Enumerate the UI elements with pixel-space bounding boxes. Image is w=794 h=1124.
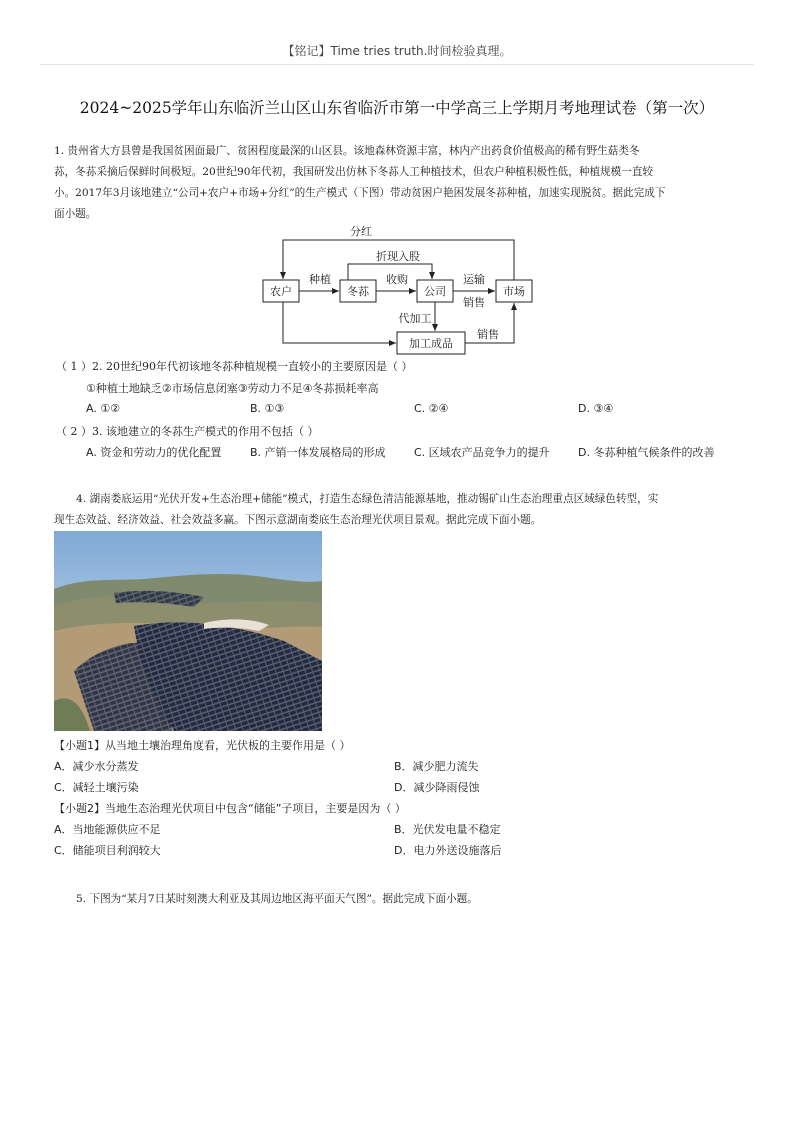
sub-question-1-option-a[interactable]: A．减少水分蒸发 xyxy=(54,760,139,773)
sub-question-2-option-a[interactable]: A．当地能源供应不足 xyxy=(54,823,161,836)
question-1-text xyxy=(54,141,742,225)
question-5-stem: 5. 下图为“某月7日某时刻澳大利亚及其周边地区海平面天气图”。据此完成下面小题。 xyxy=(76,893,478,905)
label-buy: 收购 xyxy=(386,273,408,286)
label-plant: 种植 xyxy=(309,273,331,286)
sub-question-1-option-c[interactable]: C．减轻土壤污染 xyxy=(54,781,139,794)
label-process: 代加工 xyxy=(398,312,432,325)
node-dongsun: 冬荪 xyxy=(347,285,369,298)
node-company: 公司 xyxy=(424,285,446,298)
sub-question-2-option-d[interactable]: D．电力外送设施落后 xyxy=(394,844,502,857)
label-sell-2: 销售 xyxy=(477,328,499,341)
node-market: 市场 xyxy=(503,285,525,298)
question-2-option-a[interactable]: A. ①② xyxy=(86,402,121,415)
question-1-line: 面小题。 xyxy=(54,208,97,220)
node-product: 加工成品 xyxy=(409,337,453,350)
question-1-line: 小。2017年3月该地建立“公司+农户+市场+分红”的生产模式（下图）带动贫困户艳困发展冬荪种植，加速实现脱贫。据此完成下 xyxy=(54,187,666,199)
sub-question-2-stem: 【小题2】当地生态治理光伏项目中包含“储能”子项目，主要是因为（ ） xyxy=(54,802,406,815)
node-farmer: 农户 xyxy=(270,285,292,298)
question-3-option-c[interactable]: C. 区域农产品竞争力的提升 xyxy=(414,446,550,459)
question-3-stem: （ 2 ）3. 该地建立的冬荪生产模式的作用不包括（ ） xyxy=(56,425,319,438)
sub-question-2-option-c[interactable]: C．储能项目利润较大 xyxy=(54,844,161,857)
solar-farm-photo xyxy=(54,531,322,731)
question-2-items: ①种植土地缺乏②市场信息闭塞③劳动力不足④冬荪损耗率高 xyxy=(86,382,379,395)
header-motto: 【铭记】Time tries truth.时间检验真理。 xyxy=(282,44,512,58)
question-4-line: 4. 湖南娄底运用“光伏开发+生态治理+储能”模式，打造生态绿色清洁能源基地，推动锡矿山生态治理重点区域绿色转型，实 xyxy=(76,493,659,505)
question-4-line: 现生态效益、经济效益、社会效益多赢。下图示意湖南娄底生态治理光伏项目景观。据此完成下面小题。 xyxy=(54,514,542,526)
sub-question-1-stem: 【小题1】从当地土壤治理角度看，光伏板的主要作用是（ ） xyxy=(54,739,351,752)
question-1-line: 荪，冬荪采摘后保鲜时间极短。20世纪90年代初，我国研发出仿林下冬荪人工种植技术，但农户种植积极性低，种植规模一直较 xyxy=(54,166,654,178)
question-3-option-d[interactable]: D. 冬荪种植气候条件的改善 xyxy=(578,446,715,459)
sub-question-1-option-d[interactable]: D．减少降雨侵蚀 xyxy=(394,781,480,794)
sub-question-1-option-b[interactable]: B．减少肥力流失 xyxy=(394,760,479,773)
production-model-diagram xyxy=(252,218,542,358)
question-2-stem: （ 1 ）2. 20世纪90年代初该地冬荪种植规模一直较小的主要原因是（ ） xyxy=(56,360,413,373)
label-sell-1: 销售 xyxy=(463,296,485,309)
question-2-option-d[interactable]: D. ③④ xyxy=(578,402,614,415)
question-1-line: 1. 贵州省大方县曾是我国贫困面最广、贫困程度最深的山区县。该地森林资源丰富，林内产出药食价值极高的稀有野生菇类冬 xyxy=(54,145,640,157)
sub-question-2-option-b[interactable]: B．光伏发电量不稳定 xyxy=(394,823,501,836)
page-title: 2024~2025学年山东临沂兰山区山东省临沂市第一中学高三上学期月考地理试卷（第一次） xyxy=(79,99,715,117)
arrow-farmer-product xyxy=(283,302,396,343)
label-purchase-in: 折现入股 xyxy=(376,250,420,263)
question-4-text-2 xyxy=(54,510,742,531)
label-dividend: 分红 xyxy=(350,225,372,238)
question-3-option-a[interactable]: A. 资金和劳动力的优化配置 xyxy=(86,446,222,459)
question-2-option-c[interactable]: C. ②④ xyxy=(414,402,449,415)
question-3-option-b[interactable]: B. 产销一体发展格局的形成 xyxy=(250,446,386,459)
question-4-text xyxy=(76,489,742,510)
label-transport: 运输 xyxy=(463,273,485,286)
header-divider xyxy=(40,64,754,65)
question-2-option-b[interactable]: B. ①③ xyxy=(250,402,285,415)
